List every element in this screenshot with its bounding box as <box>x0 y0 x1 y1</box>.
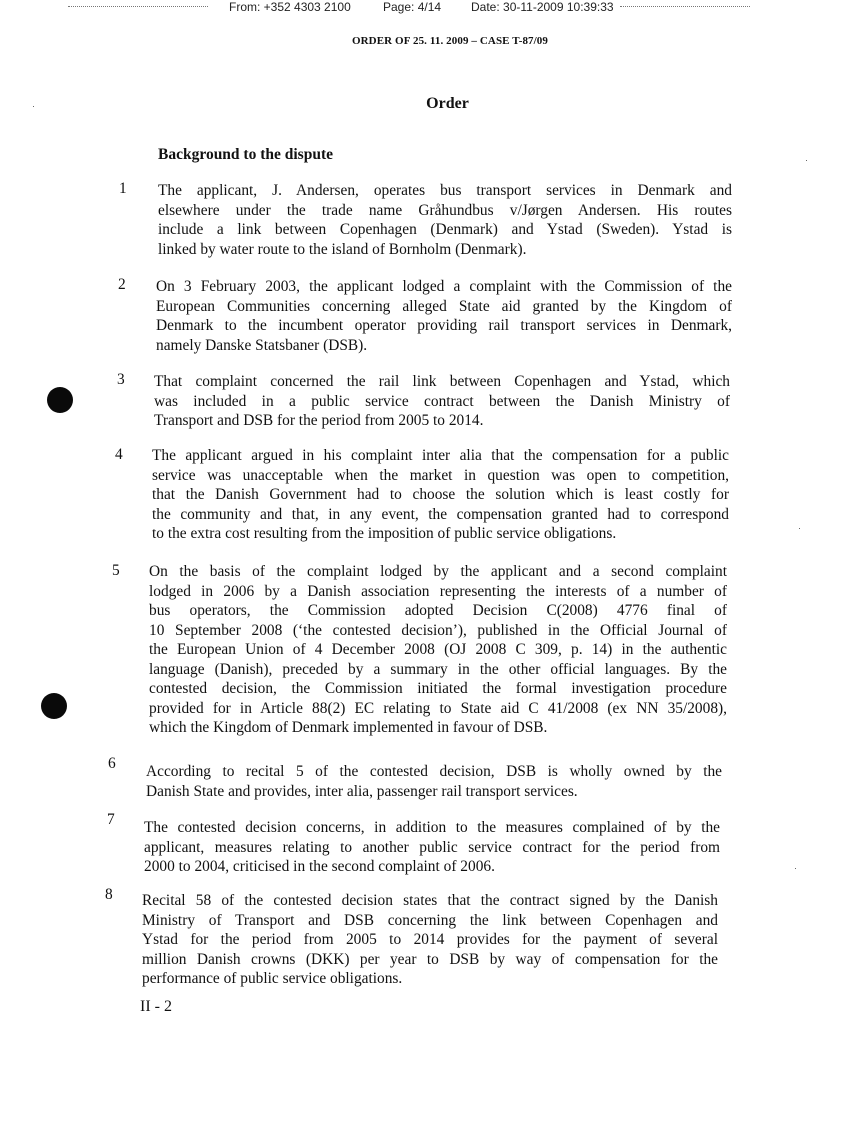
paragraph-1 <box>158 181 732 259</box>
paragraph-line: European Communities concerning alleged State aid granted by the Kingdom of <box>156 297 732 315</box>
scan-speck <box>806 160 807 161</box>
paragraph-line: performance of public service obligations. <box>142 970 403 987</box>
paragraph-line: Ministry of Transport and DSB concerning the link between Copenhagen and <box>142 911 718 929</box>
paragraph-line: lodged in 2006 by a Danish association representing the interests of a number of <box>149 582 727 600</box>
paragraph-line: linked by water route to the island of Bornholm (Denmark). <box>158 240 527 258</box>
paragraph-line: The applicant argued in his complaint inter alia that the compensation for a public <box>152 447 729 464</box>
paragraph-line: include a link between Copenhagen (Denmark) and Ystad (Sweden). Ystad is <box>158 221 732 238</box>
paragraph-line: which the Kingdom of Denmark implemented in favour of DSB. <box>149 719 548 736</box>
document-title: Order <box>426 95 469 112</box>
paragraph-number: 5 <box>112 562 120 579</box>
section-heading: Background to the dispute <box>158 146 333 163</box>
paragraph-line: contested decision, the Commission initiated the formal investigation procedure <box>149 680 727 697</box>
paragraph-line: bus operators, the Commission adopted Decision C(2008) 4776 final of <box>149 602 727 619</box>
paragraph-number: 6 <box>108 755 116 772</box>
punch-hole-bottom <box>41 693 67 719</box>
paragraph-5 <box>149 562 727 738</box>
paragraph-line: Ystad for the period from 2005 to 2014 provides for the payment of several <box>142 931 718 948</box>
paragraph-line: provided for in Article 88(2) EC relating to State aid C 41/2008 (ex NN 35/2008), <box>149 699 727 717</box>
paragraph-number: 1 <box>119 180 127 197</box>
paragraph-line: On the basis of the complaint lodged by the applicant and a second complaint <box>149 563 727 580</box>
paragraph-line: Danish State and provides, inter alia, passenger rail transport services. <box>146 782 578 800</box>
fax-noise-left <box>68 6 208 15</box>
paragraph-line: service was unacceptable when the market in question was open to competition, <box>152 466 729 484</box>
scan-speck <box>33 106 34 107</box>
paragraph-number: 2 <box>118 276 126 293</box>
paragraph-line: The applicant, J. Andersen, operates bus transport services in Denmark and <box>158 182 732 199</box>
paragraph-line: applicant, measures relating to another public service contract for the period from <box>144 838 720 856</box>
paragraph-line: 2000 to 2004, criticised in the second complaint of 2006. <box>144 858 495 875</box>
paragraph-7 <box>144 818 720 877</box>
paragraph-line: namely Danske Statsbaner (DSB). <box>156 336 368 354</box>
paragraph-line: the community and that, in any event, the compensation granted had to correspond <box>152 505 729 523</box>
case-running-header: ORDER OF 25. 11. 2009 – CASE T-87/09 <box>351 35 549 47</box>
paragraph-4 <box>152 446 729 544</box>
scan-speck <box>799 528 800 529</box>
punch-hole-top <box>47 387 73 413</box>
paragraph-number: 8 <box>105 886 113 903</box>
paragraph-8 <box>142 891 718 989</box>
paragraph-line: Denmark to the incumbent operator providing rail transport services in Denmark, <box>156 317 732 334</box>
paragraph-line: That complaint concerned the rail link between Copenhagen and Ystad, which <box>154 373 730 390</box>
scan-speck <box>795 868 796 869</box>
paragraph-line: The contested decision concerns, in addition to the measures complained of by the <box>144 819 720 836</box>
fax-from-number: From: +352 4303 2100 <box>229 0 351 14</box>
paragraph-line: was included in a public service contract between the Danish Ministry of <box>154 392 730 410</box>
paragraph-2 <box>156 277 732 355</box>
fax-transmission-header <box>0 0 847 18</box>
paragraph-number: 3 <box>117 371 125 388</box>
paragraph-line: 10 September 2008 (‘the contested decision’), published in the Official Journal of <box>149 621 727 639</box>
page-number: II - 2 <box>140 998 172 1015</box>
fax-date: Date: 30-11-2009 10:39:33 <box>471 0 614 14</box>
paragraph-line: Recital 58 of the contested decision states that the contract signed by the Danish <box>142 892 718 909</box>
fax-noise-right <box>620 6 750 15</box>
paragraph-number: 4 <box>115 446 123 463</box>
paragraph-3 <box>154 372 730 431</box>
paragraph-line: Transport and DSB for the period from 2005 to 2014. <box>154 412 484 429</box>
paragraph-line: million Danish crowns (DKK) per year to DSB by way of compensation for the <box>142 950 718 968</box>
paragraph-number: 7 <box>107 811 115 828</box>
paragraph-line: the European Union of 4 December 2008 (OJ 2008 C 309, p. 14) in the authentic <box>149 641 727 658</box>
paragraph-6 <box>146 762 722 801</box>
paragraph-line: language (Danish), preceded by a summary in the other official languages. By the <box>149 660 727 678</box>
paragraph-line: On 3 February 2003, the applicant lodged a complaint with the Commission of the <box>156 278 732 295</box>
fax-page-count: Page: 4/14 <box>383 0 442 14</box>
paragraph-line: elsewhere under the trade name Gråhundbus v/Jørgen Andersen. His routes <box>158 201 732 219</box>
paragraph-line: that the Danish Government had to choose the solution which is least costly for <box>152 486 729 503</box>
paragraph-line: to the extra cost resulting from the imposition of public service obligations. <box>152 525 617 542</box>
paragraph-line: According to recital 5 of the contested decision, DSB is wholly owned by the <box>146 763 722 780</box>
